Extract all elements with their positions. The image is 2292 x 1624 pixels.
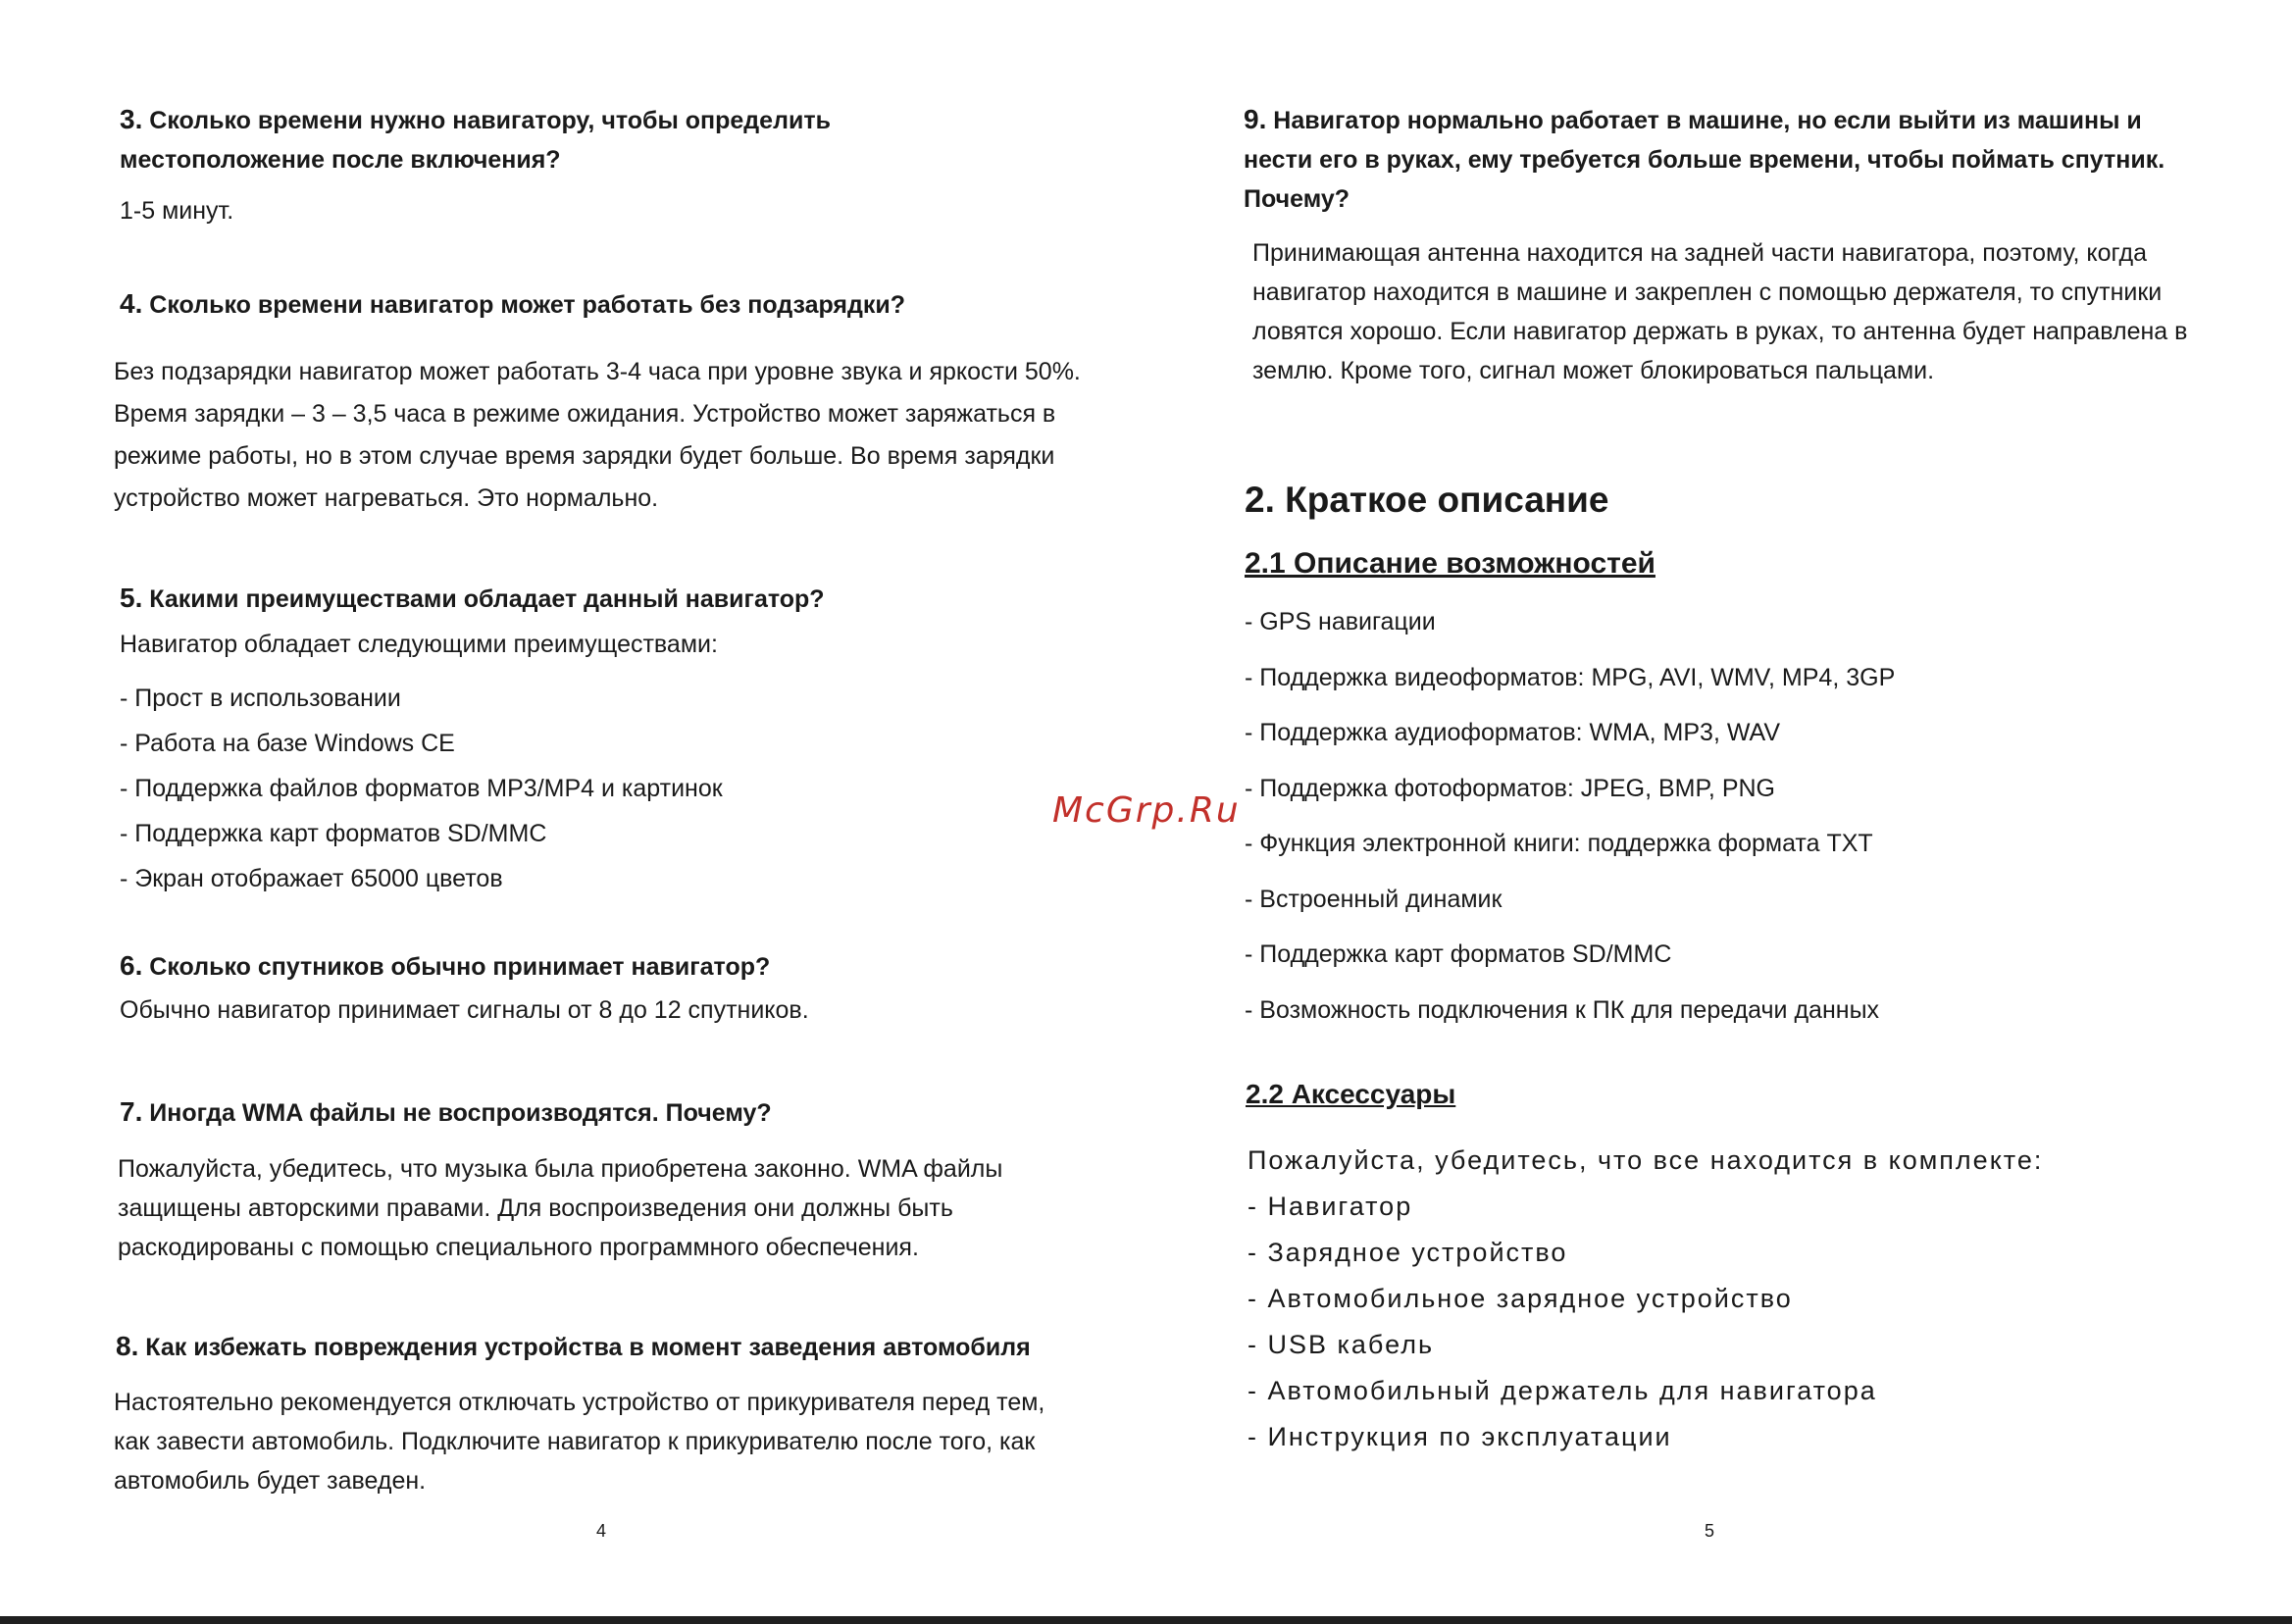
list-item: - Автомобильное зарядное устройство [1248, 1284, 1793, 1313]
question-7-answer: Пожалуйста, убедитесь, что музыка была приобретена законно. WMA файлы защищены авторскими правами. Для воспроизведения они должны быть раскодированы с помощью специального программного обеспечения. [118, 1155, 1003, 1261]
list-item: - Инструкция по эксплуатации [1248, 1422, 1672, 1451]
question-text: Иногда WMA файлы не воспроизводятся. Почему? [142, 1099, 772, 1127]
watermark: McGrp.Ru [1052, 790, 1241, 831]
question-number: 8. [116, 1331, 139, 1361]
question-4 [120, 284, 1100, 325]
question-text: Какими преимуществами обладает данный навигатор? [142, 585, 825, 613]
question-8-answer: Настоятельно рекомендуется отключать устройство от прикуривателя перед тем, как завести автомобиль. Подключите навигатор к прикуривателю после того, как автомобиль будет заведен. [114, 1389, 1045, 1495]
page-number: 5 [1705, 1521, 1715, 1541]
right-page [1146, 0, 2292, 1589]
question-number: 7. [120, 1096, 143, 1127]
question-8 [116, 1327, 1126, 1367]
section-title: 2. Краткое описание [1245, 480, 1609, 520]
question-9 [1244, 100, 2185, 219]
list-item: - Поддержка аудиоформатов: WMA, MP3, WAV [1245, 719, 1780, 746]
features-title: 2.1 Описание возможностей [1245, 547, 1655, 580]
question-5 [120, 579, 1100, 901]
features-list [1245, 594, 2225, 1038]
question-6 [120, 946, 1100, 1030]
list-item: - Зарядное устройство [1248, 1238, 1568, 1267]
list-item: - Экран отображает 65000 цветов [120, 865, 503, 892]
question-5-intro: Навигатор обладает следующими преимуществами: [120, 631, 718, 658]
question-3 [120, 100, 1002, 230]
accessories-list [1248, 1184, 2228, 1460]
page-number: 4 [596, 1521, 607, 1541]
question-6-heading [120, 946, 1100, 987]
question-7-heading [120, 1092, 1100, 1133]
list-item: - Навигатор [1248, 1192, 1413, 1221]
left-page [0, 0, 1146, 1589]
list-item: - Работа на базе Windows CE [120, 730, 455, 757]
features-list-block [1245, 594, 2225, 1038]
question-4-answer: Без подзарядки навигатор может работать 3-4 часа при уровне звука и яркости 50%. Время зарядки – 3 – 3,5 часа в режиме ожидания. Устройство может заряжаться в режиме работы, но в этом случае время зарядки будет больше. Во время зарядки устройство может нагреваться. Это нормально. [114, 358, 1081, 512]
list-item: - GPS навигации [1245, 608, 1436, 635]
question-text: Сколько времени нужно навигатору, чтобы определить местоположение после включения? [120, 107, 831, 174]
question-7-answer-block [118, 1149, 1079, 1267]
question-number: 5. [120, 583, 143, 613]
accessories-title: 2.2 Аксессуары [1246, 1079, 1456, 1109]
accessories-section [1246, 1073, 2128, 1116]
question-number: 3. [120, 104, 143, 134]
question-8-answer-block [114, 1383, 1075, 1500]
question-3-answer: 1-5 минут. [120, 197, 234, 225]
question-text: Как избежать повреждения устройства в момент заведения автомобиля [138, 1334, 1031, 1361]
question-8-heading [116, 1327, 1126, 1367]
bottom-edge-bar [0, 1616, 2292, 1624]
list-item: - Встроенный динамик [1245, 885, 1503, 913]
features-section [1245, 542, 2127, 585]
list-item: - Поддержка фотоформатов: JPEG, BMP, PNG [1245, 774, 1776, 802]
question-number: 4. [120, 288, 143, 319]
question-3-heading [120, 100, 1002, 179]
question-text: Сколько спутников обычно принимает навигатор? [142, 953, 771, 981]
question-9-answer-block [1252, 233, 2194, 390]
question-text: Сколько времени навигатор может работать без подзарядки? [142, 291, 906, 319]
question-text: Навигатор нормально работает в машине, но если выйти из машины и нести его в руках, ему требуется больше времени, чтобы поймать спутник. Почему? [1244, 107, 2165, 213]
question-5-heading [120, 579, 1100, 619]
list-item: - Поддержка карт форматов SD/MMC [120, 820, 547, 847]
question-number: 9. [1244, 104, 1267, 134]
list-item: - Функция электронной книги: поддержка формата TXT [1245, 830, 1873, 857]
question-6-answer: Обычно навигатор принимает сигналы от 8 до 12 спутников. [120, 996, 809, 1024]
list-item: - Поддержка видеоформатов: MPG, AVI, WMV, MP4, 3GP [1245, 663, 1896, 691]
question-7 [120, 1092, 1100, 1133]
list-item: - Автомобильный держатель для навигатора [1248, 1376, 1877, 1405]
section-2 [1245, 476, 2127, 525]
question-9-answer: Принимающая антенна находится на задней части навигатора, поэтому, когда навигатор находится в машине и закреплен с помощью держателя, то спутники ловятся хорошо. Если навигатор держать в руках, то антенна будет направлена в землю. Кроме того, сигнал может блокироваться пальцами. [1252, 239, 2188, 384]
list-item: - Возможность подключения к ПК для передачи данных [1245, 995, 1880, 1024]
question-9-heading [1244, 100, 2185, 219]
question-number: 6. [120, 950, 143, 981]
question-4-answer-block [114, 351, 1085, 520]
advantages-list [120, 676, 1100, 901]
list-item: - USB кабель [1248, 1330, 1435, 1359]
list-item: - Поддержка файлов форматов MP3/MP4 и картинок [120, 775, 723, 802]
accessories-block [1248, 1138, 2228, 1460]
question-4-heading [120, 284, 1100, 325]
list-item: - Прост в использовании [120, 685, 401, 712]
accessories-intro: Пожалуйста, убедитесь, что все находится в комплекте: [1248, 1145, 2044, 1175]
list-item: - Поддержка карт форматов SD/MMC [1245, 940, 1672, 968]
